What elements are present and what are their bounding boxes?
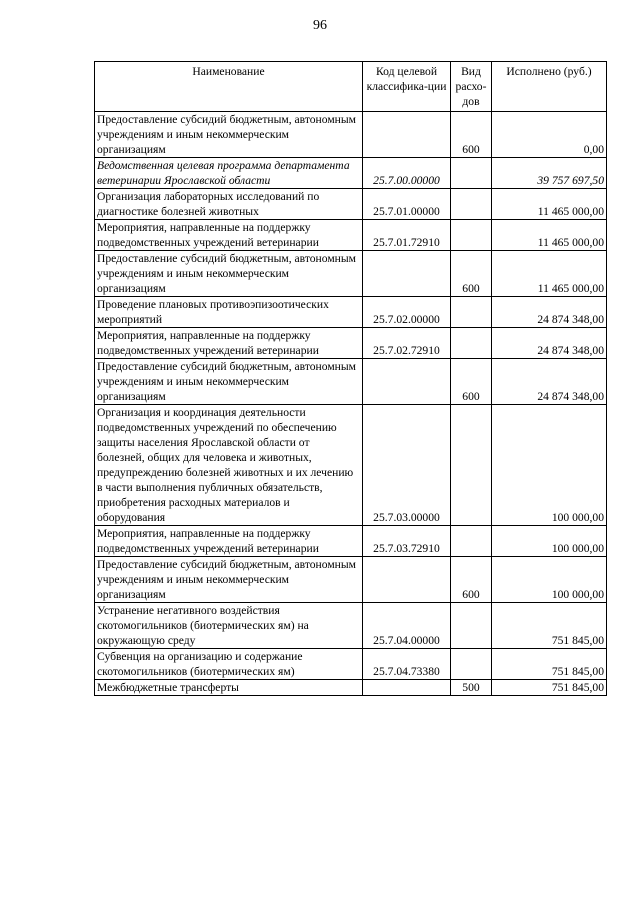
row-name: Мероприятия, направленные на поддержку подведомственных учреждений ветеринарии <box>95 526 363 557</box>
row-type: 600 <box>451 251 492 297</box>
row-code: 25.7.01.72910 <box>363 220 451 251</box>
row-amount: 0,00 <box>492 112 607 158</box>
table-row <box>95 220 607 251</box>
table-row <box>95 297 607 328</box>
header-amount: Исполнено (руб.) <box>492 62 607 112</box>
row-name: Предоставление субсидий бюджетным, автономным учреждениям и иным некоммерческим организациям <box>95 557 363 603</box>
row-type <box>451 603 492 649</box>
row-name: Мероприятия, направленные на поддержку подведомственных учреждений ветеринарии <box>95 220 363 251</box>
row-code <box>363 359 451 405</box>
row-amount: 100 000,00 <box>492 557 607 603</box>
table-row <box>95 603 607 649</box>
row-type <box>451 526 492 557</box>
table-row <box>95 405 607 526</box>
row-type <box>451 649 492 680</box>
table-row <box>95 251 607 297</box>
row-amount: 39 757 697,50 <box>492 158 607 189</box>
page-number: 96 <box>313 18 327 33</box>
row-type: 500 <box>451 680 492 696</box>
row-code <box>363 557 451 603</box>
row-type <box>451 220 492 251</box>
table-row <box>95 649 607 680</box>
row-type <box>451 297 492 328</box>
row-type <box>451 328 492 359</box>
table-row <box>95 328 607 359</box>
row-amount: 24 874 348,00 <box>492 359 607 405</box>
row-code: 25.7.03.00000 <box>363 405 451 526</box>
header-code: Код целевой классифика-ции <box>363 62 451 112</box>
table-header-row <box>95 62 607 112</box>
row-amount: 751 845,00 <box>492 680 607 696</box>
row-code: 25.7.02.72910 <box>363 328 451 359</box>
table-row <box>95 158 607 189</box>
row-name: Ведомственная целевая программа департамента ветеринарии Ярославской области <box>95 158 363 189</box>
table-row <box>95 189 607 220</box>
row-name: Предоставление субсидий бюджетным, автономным учреждениям и иным некоммерческим организациям <box>95 359 363 405</box>
row-amount: 24 874 348,00 <box>492 328 607 359</box>
row-code: 25.7.03.72910 <box>363 526 451 557</box>
row-name: Межбюджетные трансферты <box>95 680 363 696</box>
row-type <box>451 405 492 526</box>
row-amount: 100 000,00 <box>492 405 607 526</box>
row-amount: 11 465 000,00 <box>492 189 607 220</box>
header-type: Вид расхо-дов <box>451 62 492 112</box>
header-name: Наименование <box>95 62 363 112</box>
row-name: Устранение негативного воздействия скотомогильников (биотермических ям) на окружающую среду <box>95 603 363 649</box>
row-type: 600 <box>451 112 492 158</box>
table-row <box>95 557 607 603</box>
table-row <box>95 526 607 557</box>
row-amount: 11 465 000,00 <box>492 220 607 251</box>
row-amount: 11 465 000,00 <box>492 251 607 297</box>
row-name: Предоставление субсидий бюджетным, автономным учреждениям и иным некоммерческим организациям <box>95 112 363 158</box>
row-code <box>363 112 451 158</box>
row-name: Организация и координация деятельности подведомственных учреждений по обеспечению защиты населения Ярославской области от болезней, общих для человека и животных, предупреждению болезней животных и их лечению в части выполнения публичных обязательств, приобретения расходных материалов и оборудования <box>95 405 363 526</box>
budget-table <box>94 61 607 696</box>
row-amount: 751 845,00 <box>492 649 607 680</box>
row-code: 25.7.02.00000 <box>363 297 451 328</box>
row-name: Организация лабораторных исследований по диагностике болезней животных <box>95 189 363 220</box>
table-row <box>95 112 607 158</box>
row-name: Проведение плановых противоэпизоотических мероприятий <box>95 297 363 328</box>
row-type <box>451 189 492 220</box>
row-code <box>363 680 451 696</box>
row-name: Субвенция на организацию и содержание скотомогильников (биотермических ям) <box>95 649 363 680</box>
row-code: 25.7.04.73380 <box>363 649 451 680</box>
table-row <box>95 680 607 696</box>
row-type <box>451 158 492 189</box>
row-type: 600 <box>451 557 492 603</box>
row-code: 25.7.00.00000 <box>363 158 451 189</box>
row-code: 25.7.01.00000 <box>363 189 451 220</box>
row-code: 25.7.04.00000 <box>363 603 451 649</box>
row-name: Предоставление субсидий бюджетным, автономным учреждениям и иным некоммерческим организациям <box>95 251 363 297</box>
row-name: Мероприятия, направленные на поддержку подведомственных учреждений ветеринарии <box>95 328 363 359</box>
row-amount: 24 874 348,00 <box>492 297 607 328</box>
table-row <box>95 359 607 405</box>
row-code <box>363 251 451 297</box>
row-type: 600 <box>451 359 492 405</box>
row-amount: 751 845,00 <box>492 603 607 649</box>
row-amount: 100 000,00 <box>492 526 607 557</box>
